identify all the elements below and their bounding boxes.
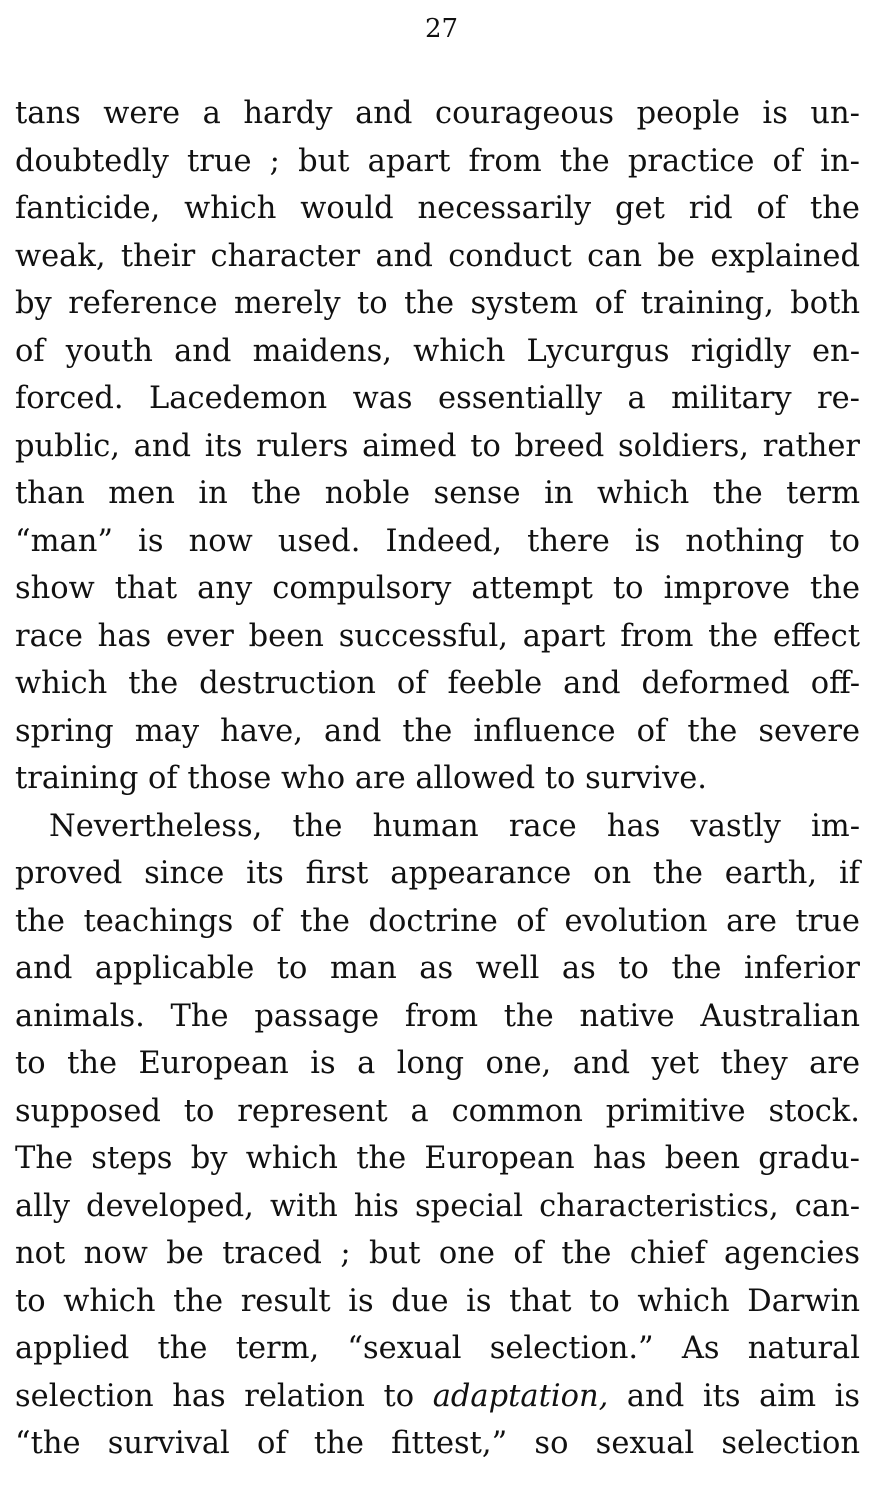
text-line: show that any compulsory attempt to improve the <box>15 571 860 606</box>
text-line: “man” is now used. Indeed, there is nothing to <box>15 523 860 559</box>
paragraph-1 <box>15 90 860 803</box>
text-line: to the European is a long one, and yet they are <box>15 1046 860 1081</box>
text-line: The steps by which the European has been gradu- <box>15 1141 860 1176</box>
page-number: 27 <box>424 14 459 44</box>
text-line: than men in the noble sense in which the term <box>15 476 860 511</box>
text-line: training of those who are allowed to survive. <box>15 761 707 796</box>
text-line: doubtedly true ; but apart from the practice of in- <box>15 143 860 179</box>
text-line: race has ever been successful, apart from the effect <box>15 618 860 654</box>
text-line: of youth and maidens, which Lycurgus rigidly en- <box>15 333 860 369</box>
italic-word: adaptation, <box>432 1378 609 1414</box>
text-segment: and its aim is <box>608 1378 860 1414</box>
text-line: forced. Lacedemon was essentially a military re- <box>15 381 860 416</box>
text-line: supposed to represent a common primitive stock. <box>15 1093 860 1129</box>
text-line: fanticide, which would necessarily get rid of the <box>15 191 860 226</box>
text-line-with-italic <box>15 1373 860 1421</box>
text-line: to which the result is due is that to which Darwin <box>15 1283 860 1319</box>
text-line: Nevertheless, the human race has vastly im- <box>49 808 860 844</box>
text-line: applied the term, “sexual selection.” As natural <box>15 1331 860 1366</box>
paragraph-2 <box>15 803 860 1468</box>
text-line: by reference merely to the system of training, both <box>15 286 860 321</box>
text-line: proved since its first appearance on the earth, if <box>15 856 860 891</box>
text-line: animals. The passage from the native Australian <box>15 998 860 1034</box>
text-line: which the destruction of feeble and deformed off- <box>15 666 860 701</box>
text-segment: selection has relation to <box>15 1378 433 1414</box>
text-line: the teachings of the doctrine of evolution are true <box>15 903 860 939</box>
text-line: ally developed, with his special characteristics, can- <box>15 1188 860 1224</box>
text-line: “the survival of the fittest,” so sexual selection <box>15 1426 860 1461</box>
text-line: and applicable to man as well as to the inferior <box>15 951 860 986</box>
text-line: public, and its rulers aimed to breed soldiers, rather <box>15 428 860 464</box>
text-line: weak, their character and conduct can be explained <box>15 238 860 274</box>
text-line: spring may have, and the influence of the severe <box>15 713 860 749</box>
text-line: not now be traced ; but one of the chief agencies <box>15 1236 860 1271</box>
body-text <box>15 90 860 1468</box>
text-line: tans were a hardy and courageous people is un- <box>15 96 860 131</box>
